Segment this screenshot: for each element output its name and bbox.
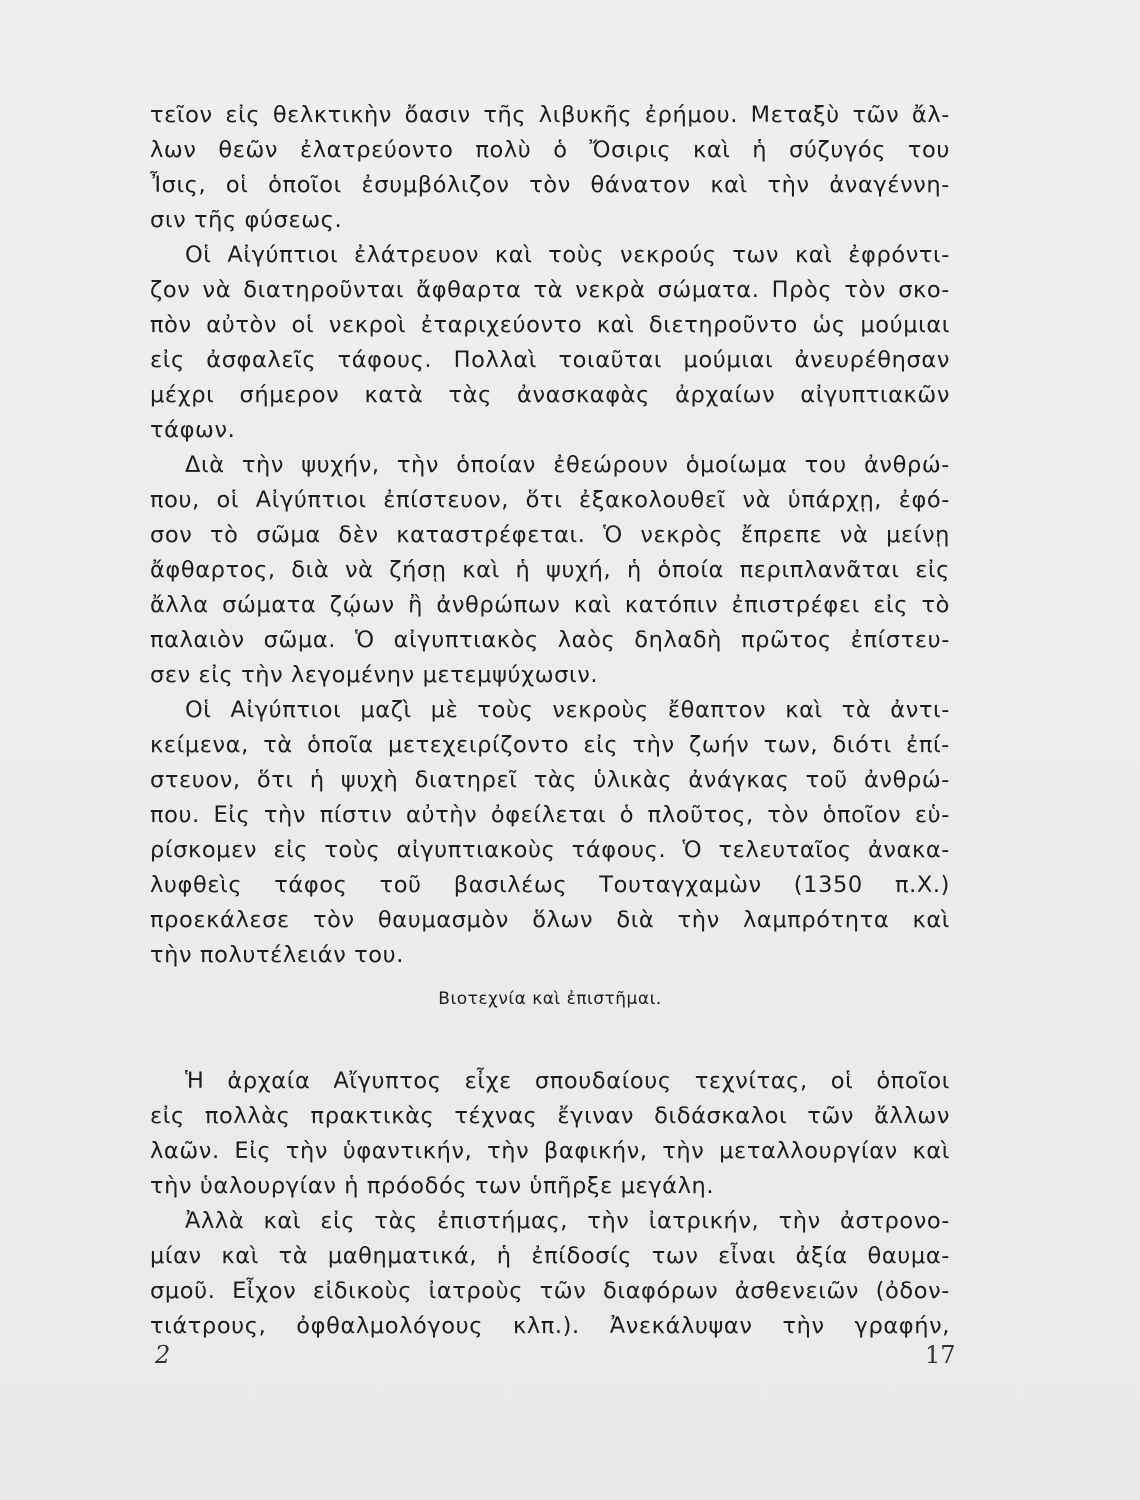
section-heading: Βιοτεχνία καὶ ἐπιστῆμαι.: [438, 989, 662, 1009]
text-line: πὸν αὐτὸν οἱ νεκροὶ ἐταριχεύοντο καὶ διετηροῦντο ὡς μούμιαι: [150, 312, 950, 338]
text-line: εἰς πολλὰς πρακτικὰς τέχνας ἔγιναν διδάσκαλοι τῶν ἄλλων: [150, 1103, 950, 1129]
text-line: που. Εἰς τὴν πίστιν αὐτὴν ὀφείλεται ὁ πλοῦτος, τὸν ὁποῖον εὑ-: [150, 802, 950, 828]
text-line: ἄφθαρτος, διὰ νὰ ζήσῃ καὶ ἡ ψυχή, ἡ ὁποία περιπλανᾶται εἰς: [150, 557, 950, 583]
text-line: ζον νὰ διατηροῦνται ἄφθαρτα τὰ νεκρὰ σώματα. Πρὸς τὸν σκο-: [150, 277, 950, 303]
text-line: εἰς ἀσφαλεῖς τάφους. Πολλαὶ τοιαῦται μούμιαι ἀνευρέθησαν: [150, 347, 950, 373]
text-line: σεν εἰς τὴν λεγομένην μετεμψύχωσιν.: [150, 662, 599, 688]
text-line: μέχρι σήμερον κατὰ τὰς ἀνασκαφὰς ἀρχαίων αἰγυπτιακῶν: [150, 382, 950, 408]
text-line: τεῖον εἰς θελκτικὴν ὄασιν τῆς λιβυκῆς ἐρήμου. Μεταξὺ τῶν ἄλ-: [150, 102, 950, 128]
paragraph-start-line: Ἀλλὰ καὶ εἰς τὰς ἐπιστήμας, τὴν ἰατρικήν, τὴν ἀστρονο-: [185, 1208, 950, 1234]
text-line: κείμενα, τὰ ὁποῖα μετεχειρίζοντο εἰς τὴν ζωήν των, διότι ἐπί-: [150, 732, 950, 758]
text-line: τὴν ὑαλουργίαν ἡ πρόοδός των ὑπῆρξε μεγάλη.: [150, 1173, 715, 1199]
text-line: ἄλλα σώματα ζῴων ἢ ἀνθρώπων καὶ κατόπιν ἐπιστρέφει εἰς τὸ: [150, 592, 950, 618]
paragraph-start-line: Ἡ ἀρχαία Αἴγυπτος εἶχε σπουδαίους τεχνίτας, οἱ ὁποῖοι: [185, 1068, 950, 1094]
text-line: τάφων.: [150, 417, 236, 443]
page-number: 17: [925, 1341, 956, 1369]
text-line: λυφθεὶς τάφος τοῦ βασιλέως Τουταγχαμὼν (1350 π.Χ.): [150, 872, 950, 898]
text-line: σμοῦ. Εἶχον εἰδικοὺς ἰατροὺς τῶν διαφόρων ἀσθενειῶν (ὀδον-: [150, 1278, 950, 1304]
text-line: τιάτρους, ὀφθαλμολόγους κλπ.). Ἀνεκάλυψαν τὴν γραφήν,: [150, 1313, 950, 1339]
text-line: στευον, ὅτι ἡ ψυχὴ διατηρεῖ τὰς ὑλικὰς ἀνάγκας τοῦ ἀνθρώ-: [150, 767, 950, 793]
text-line: που, οἱ Αἰγύπτιοι ἐπίστευον, ὅτι ἐξακολουθεῖ νὰ ὑπάρχῃ, ἐφό-: [150, 487, 950, 513]
paragraph-start-line: Οἱ Αἰγύπτιοι μαζὶ μὲ τοὺς νεκροὺς ἔθαπτον καὶ τὰ ἀντι-: [185, 697, 950, 723]
text-line: παλαιὸν σῶμα. Ὁ αἰγυπτιακὸς λαὸς δηλαδὴ πρῶτος ἐπίστευ-: [150, 627, 950, 653]
text-line: σιν τῆς φύσεως.: [150, 207, 343, 233]
text-line: Ἶσις, οἱ ὁποῖοι ἐσυμβόλιζον τὸν θάνατον καὶ τὴν ἀναγέννη-: [150, 172, 950, 198]
text-line: ρίσκομεν εἰς τοὺς αἰγυπτιακοὺς τάφους. Ὁ τελευταῖος ἀνακα-: [150, 837, 950, 863]
text-line: τὴν πολυτέλειάν του.: [150, 942, 405, 968]
paragraph-start-line: Διὰ τὴν ψυχήν, τὴν ὁποίαν ἐθεώρουν ὁμοίωμα του ἀνθρώ-: [185, 452, 950, 478]
signature-mark: 2: [155, 1341, 171, 1369]
text-line: μίαν καὶ τὰ μαθηματικά, ἡ ἐπίδοσίς των εἶναι ἀξία θαυμα-: [150, 1243, 950, 1269]
text-line: λων θεῶν ἐλατρεύοντο πολὺ ὁ Ὄσιρις καὶ ἡ σύζυγός του: [150, 137, 950, 163]
paragraph-start-line: Οἱ Αἰγύπτιοι ἐλάτρευον καὶ τοὺς νεκρούς των καὶ ἐφρόντι-: [185, 242, 950, 268]
text-line: λαῶν. Εἰς τὴν ὑφαντικήν, τὴν βαφικήν, τὴν μεταλλουργίαν καὶ: [150, 1138, 950, 1164]
text-line: προεκάλεσε τὸν θαυμασμὸν ὅλων διὰ τὴν λαμπρότητα καὶ: [150, 907, 950, 933]
text-line: σον τὸ σῶμα δὲν καταστρέφεται. Ὁ νεκρὸς ἔπρεπε νὰ μείνῃ: [150, 522, 950, 548]
